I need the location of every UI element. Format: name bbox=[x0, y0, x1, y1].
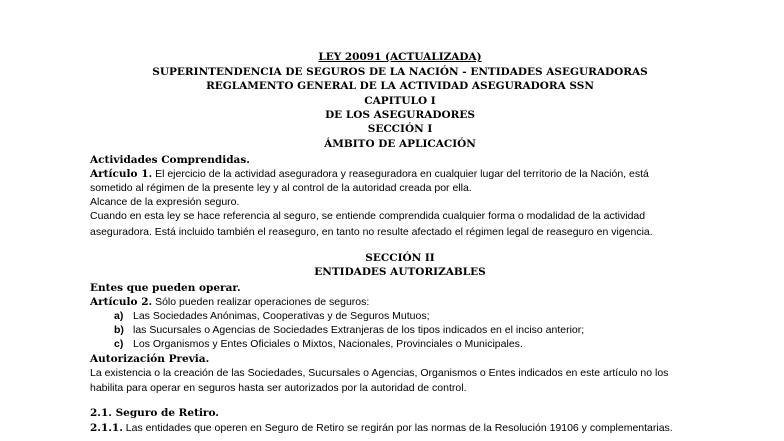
seguro-retiro-text: Las entidades que operen en Seguro de Retiro se regirán por las normas de la Resolución 19106 y complementarias. bbox=[122, 422, 673, 434]
list-item-c-text: Los Organismos y Entes Oficiales o Mixtos, Nacionales, Provinciales o Municipales. bbox=[133, 338, 523, 350]
articulo-2-label: Artículo 2. bbox=[90, 296, 153, 308]
list-item-a-text: Las Sociedades Anónimas, Cooperativas y de Seguros Mutuos; bbox=[133, 310, 430, 322]
alcance-para-1: Cuando en esta ley se hace referencia al seguro, se entiende comprendida cualquier forma o modalidad de la actividad bbox=[90, 210, 646, 222]
capitulo-title: CAPITULO I bbox=[364, 95, 436, 107]
actividades-heading: Actividades Comprendidas. bbox=[90, 154, 250, 166]
seccion-1-name: ÁMBITO DE APLICACIÓN bbox=[324, 138, 476, 150]
autorizacion-heading: Autorización Previa. bbox=[90, 353, 210, 365]
seccion-2-title: SECCIÓN II bbox=[365, 252, 435, 264]
seccion-1-title: SECCIÓN I bbox=[367, 123, 433, 135]
articulo-1-line bbox=[90, 167, 649, 181]
articulo-1-label: Artículo 1. bbox=[90, 168, 153, 180]
law-title: LEY 20091 (ACTUALIZADA) bbox=[318, 51, 482, 63]
list-item-b-letter: b) bbox=[114, 324, 124, 336]
org-title: SUPERINTENDENCIA DE SEGUROS DE LA NACIÓN - ENTIDADES ASEGURADORAS bbox=[152, 66, 648, 78]
seguro-retiro-heading: 2.1. Seguro de Retiro. bbox=[90, 407, 219, 419]
list-item-b-text: las Sucursales o Agencias de Sociedades Extranjeras de los tipos indicados en el inciso anterior; bbox=[133, 324, 585, 336]
capitulo-name: DE LOS ASEGURADORES bbox=[325, 109, 475, 121]
reglamento-title: REGLAMENTO GENERAL DE LA ACTIVIDAD ASEGURADORA SSN bbox=[206, 80, 594, 92]
seccion-2-name: ENTIDADES AUTORIZABLES bbox=[314, 266, 486, 278]
articulo-1-text-cont: sometido al régimen de la presente ley y al control de la autoridad creada por ella. bbox=[90, 182, 472, 194]
articulo-1-text: El ejercicio de la actividad aseguradora y reaseguradora en cualquier lugar del territorio de la Nación, está bbox=[152, 168, 649, 180]
entes-heading: Entes que pueden operar. bbox=[90, 282, 241, 294]
list-item-a-letter: a) bbox=[114, 310, 124, 322]
articulo-2-line bbox=[90, 295, 369, 309]
alcance-para-2: aseguradora. Está incluido también el reaseguro, en tanto no resulte afectado el régimen legal de reaseguro en vigencia. bbox=[90, 226, 653, 238]
list-item-c-letter: c) bbox=[114, 338, 124, 350]
autorizacion-para-1: La existencia o la creación de las Sociedades, Sucursales o Agencias, Organismos o Entes indicados en este artículo no los bbox=[90, 367, 669, 379]
autorizacion-para-2: habilita para operar en seguros hasta ser autorizados por la autoridad de control. bbox=[90, 382, 467, 394]
articulo-2-text: Sólo pueden realizar operaciones de seguros: bbox=[152, 296, 370, 308]
alcance-line: Alcance de la expresión seguro. bbox=[90, 196, 240, 208]
seguro-retiro-label: 2.1.1. bbox=[90, 422, 123, 434]
seguro-retiro-line bbox=[90, 421, 673, 435]
